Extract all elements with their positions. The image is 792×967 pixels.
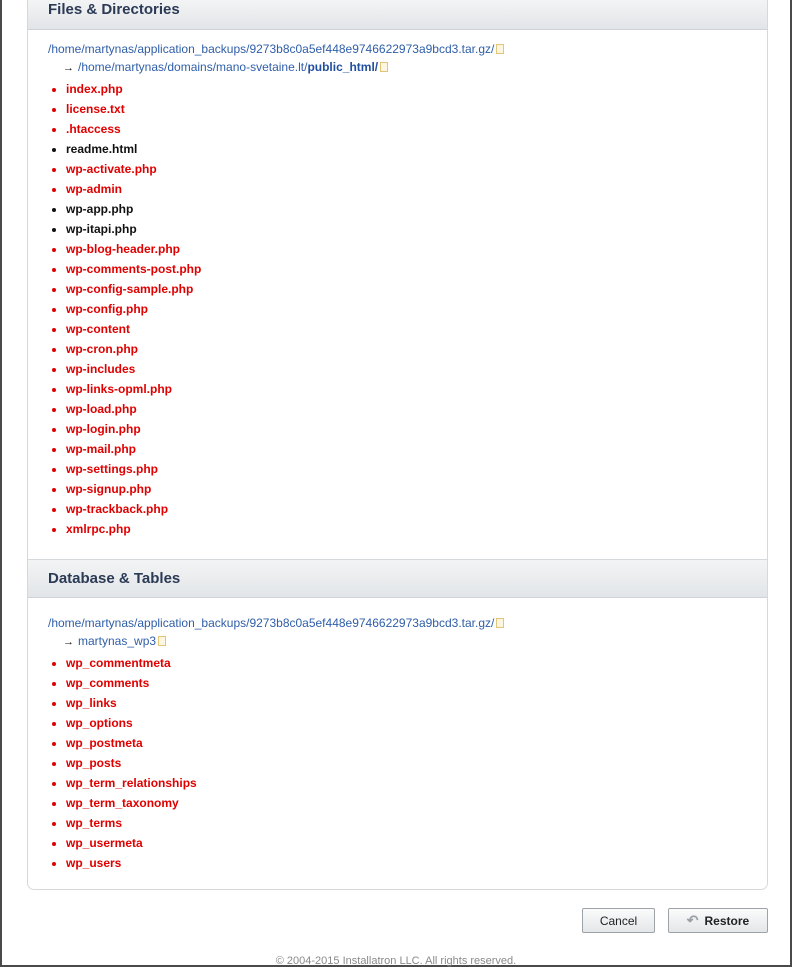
list-item: wp-login.php [48,419,747,439]
files-directories-heading: Files & Directories [28,0,767,30]
list-item: .htaccess [48,119,747,139]
list-item: wp-links-opml.php [48,379,747,399]
files-list [48,79,747,539]
database-tables-panel [27,559,768,890]
database-dest-name[interactable]: martynas_wp3 [78,634,157,648]
list-item: wp_term_taxonomy [48,793,747,813]
list-item: wp_posts [48,753,747,773]
document-icon[interactable] [496,618,504,628]
files-destination-path[interactable] [48,59,747,79]
undo-icon: ↶ [686,912,699,928]
list-item: license.txt [48,99,747,119]
list-item: wp-config.php [48,299,747,319]
list-item: wp-cron.php [48,339,747,359]
arrow-right-icon: → [63,636,74,648]
arrow-right-icon: → [63,62,74,74]
list-item: wp-load.php [48,399,747,419]
tables-list [48,653,747,873]
cancel-button[interactable] [582,908,655,933]
restore-button[interactable] [668,908,768,933]
files-directories-panel [27,0,768,559]
database-source-path-text[interactable]: /home/martynas/application_backups/9273b8c0a5ef448e9746622973a9bcd3.tar.gz/ [48,616,495,630]
list-item: wp_terms [48,813,747,833]
list-item: wp_links [48,693,747,713]
list-item: wp-settings.php [48,459,747,479]
list-item: wp-content [48,319,747,339]
list-item: wp-comments-post.php [48,259,747,279]
list-item: wp-admin [48,179,747,199]
list-item: wp-mail.php [48,439,747,459]
database-source-path[interactable] [48,615,747,633]
restore-button-label: Restore [704,913,750,928]
document-icon[interactable] [380,62,388,72]
files-source-path[interactable] [48,41,747,59]
list-item: wp-trackback.php [48,499,747,519]
list-item: readme.html [48,139,747,159]
footer-copyright: © 2004-2015 Installatron LLC. All rights reserved. [275,955,517,967]
list-item: wp-blog-header.php [48,239,747,259]
list-item: xmlrpc.php [48,519,747,539]
list-item: wp-itapi.php [48,219,747,239]
list-item: wp-app.php [48,199,747,219]
list-item: wp_options [48,713,747,733]
list-item: wp-signup.php [48,479,747,499]
list-item: wp-activate.php [48,159,747,179]
files-dest-directory[interactable]: public_html/ [307,60,379,74]
list-item: wp_comments [48,673,747,693]
list-item: wp-includes [48,359,747,379]
list-item: wp_commentmeta [48,653,747,673]
list-item: index.php [48,79,747,99]
list-item: wp_users [48,853,747,873]
database-destination[interactable] [48,633,747,653]
files-source-path-text[interactable]: /home/martynas/application_backups/9273b8c0a5ef448e9746622973a9bcd3.tar.gz/ [48,42,495,56]
document-icon[interactable] [496,44,504,54]
list-item: wp_postmeta [48,733,747,753]
cancel-button-label: Cancel [599,913,638,928]
list-item: wp_term_relationships [48,773,747,793]
document-icon[interactable] [158,636,166,646]
database-tables-heading: Database & Tables [28,560,767,598]
list-item: wp-config-sample.php [48,279,747,299]
files-dest-prefix[interactable]: /home/martynas/domains/mano-svetaine.lt/ [78,60,308,74]
list-item: wp_usermeta [48,833,747,853]
